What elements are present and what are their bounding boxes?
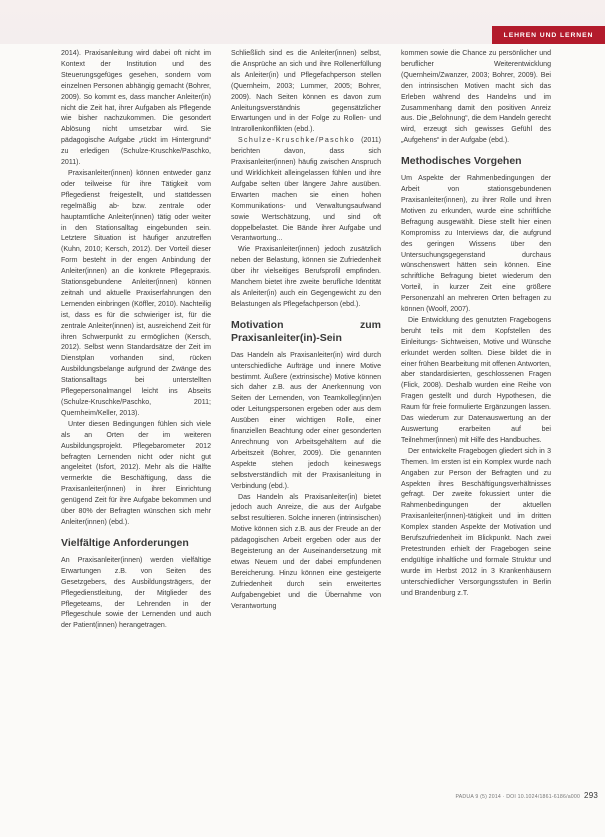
- section-heading: Methodisches Vorgehen: [401, 155, 522, 168]
- paragraph: [231, 136, 381, 245]
- text-column-3: [401, 49, 551, 600]
- section-label: LEHREN UND LERNEN: [492, 26, 605, 44]
- paragraph-text: (2011) berichten davon, dass sich Praxisanleiter(innen) häufig zwischen Anspruch und Wirklichkeit alleingelassen fühlen und ihre Aufgabe selten über längere Jahre ausüben. Erwarten machen sie einen hohen Kommunikations- und Verwaltungsaufwand sowie Wertschätzung, und sind oft doppelbelastet. Die Bände ihrer Aufgabe und Verantwortung...: [231, 137, 381, 243]
- paragraph: Das Handeln als Praxisanleiter(in) bietet jedoch auch Anreize, die aus der Aufgabe selbst resultieren. Solche inneren (intrinsischen) Motive können sich z.B. aus der Freude an der pädagogischen Arbeit ergeben oder aus der Begeisterung an der Auseinandersetzung mit etwas Neuem und der dabei empfundenen Bereicherung. Hinzu können eine gesteigerte Zufriedenheit durch sein erweitertes Aufgabengebiet und die Übernahme von Verantwortung: [231, 493, 382, 610]
- page-number: 293: [584, 791, 598, 800]
- page-footer: [358, 791, 598, 800]
- author-names: Schulze-Kruschke/Paschko: [238, 137, 355, 145]
- paragraph: Um Aspekte der Rahmenbedingungen der Arbeit von stationsgebundenen Praxisanleiter(innen), zu ihrer Rolle und ihren Motiven zu erkunden, wurde eine schriftliche Befragung ausgewählt. Diese stellt hier einen Kompromiss zu Interviews dar, die aufgrund des geringen Wissens über den Untersuchungsgegenstand durchaus wünschenswert hätten sein können. Eine schriftliche Befragung bietet wiederum den Vorteil, in kurzer Zeit eine größere Personenzahl an mehreren Orten befragen zu können (Woolf, 2007).: [401, 175, 551, 314]
- section-heading: Vielfältige Anforderungen: [61, 536, 189, 549]
- text-column-1: [61, 49, 211, 632]
- section-heading: Motivation zum Praxisanleiter(in)-Sein: [231, 318, 381, 344]
- paragraph: Die Entwicklung des genutzten Fragebogens beruht teils mit dem Kopfstellen des Einleitungs- Sichtweisen, Motive und Wünsche erkundet werden sollten. Diese bildet die in einer frühen Bearbeitung mit offenen Antworten, aber standardisierten, geschlossenen Fragen (Flick, 2008). Deshalb wurden eine Reihe von Fragen gestellt und durch Hypothesen, die Raum für freie formulierte Ergänzungen lassen. Das wiederum zur Datenauswertung an der Auswertung erarbeiten auf bei Teilnehmer(innen) mit Hilfe des Handbuches.: [401, 316, 551, 444]
- paragraph: kommen sowie die Chance zu persönlicher und beruflicher Weiterentwicklung (Quernheim/Zwanzer, 2003; Bohrer, 2009). Bei den intrinsischen Motiven macht sich das Erleben während des Handelns und im Zusammenhang damit den positiven Anreiz aus. Die „Belohnung“, die dem Handeln gerecht wird, erzeugt sich gewisses Gefühl des „Aufgehens“ in der Aufgabe (ebd.).: [401, 50, 551, 145]
- paragraph: Unter diesen Bedingungen fühlen sich viele als an Orten der im weiteren Ausbildungsprojekt. Pflegebarometer 2012 befragten Lernenden nicht oder nicht gut angeleitet (Isfort, 2012). Mehr als die Hälfte vermerkte die Beschäftigung, dass die Praxisanleiter(innen) in ihrer Einrichtung genügend Zeit für ihre Aufgabe bekommen und über 80% der Befragten wünschen sich mehr Anleiter(innen) (ebd.).: [61, 420, 211, 526]
- text-column-2: [231, 49, 381, 613]
- paragraph: Wie Praxisanleiter(innen) jedoch zusätzlich neben der Belastung, können sie Zufriedenheit über ihr vielseitiges Berufsprofil empfinden. Manchem bietet ihre zweite berufliche Identität als Anleiter(in) auch ein Gegengewicht zu den Belastungen als Pflegefachperson (ebd.).: [231, 246, 381, 308]
- paragraph: Praxisanleiter(innen) können entweder ganz oder teilweise für ihre Tätigkeit vom Pflegedienst freigestellt, und stattdessen regelmäßig ab- bzw. zentrale oder hauptamtliche Anleiter(innen) tätig oder weiter in den Stationsalltag eingebunden sein. Letztere Situation ist häufiger anzutreffen (Kuhn, 2010; Kersch, 2012). Der Vorteil dieser Form besteht in der engen Anbindung der Anleiter(innen) an die konkrete Pflegepraxis. Stationsgebundene Anleiter(innen) können zeitnah und aktuelle Praxiserfahrungen den Lernenden einbringen (Köffler, 2010). Nachteilig ist, dass es für die schwieriger ist, für die zentrale Anleiter(innen) ist, ausreichend Zeit für ihren Schwerpunkt zu ermöglichen (Kersch, 2012). Selbst wenn Standardsätze der Zeit im Dienstplan vorhanden sind, rücken Ausbildungsbelange aufgrund der Zwänge des Stationsalltags bei unterstellten Pflegepersonalmangel leicht ins Abseits (Schulze-Kruschke/Paschko, 2011; Quernheim/Keller, 2013).: [61, 169, 211, 417]
- paragraph: An Praxisanleiter(innen) werden vielfältige Erwartungen z.B. von Seiten des Gesetzgebers, des Ausbildungsträgers, der Pflegedienstleitung, der Mitglieder des Pflegeteams, der Lehrenden in der Pflegeschule sowie der Lernenden und auch der Patient(innen) herangetragen.: [61, 556, 211, 630]
- paragraph: Schließlich sind es die Anleiter(innen) selbst, die Ansprüche an sich und ihre Rollenerfüllung als Anleiter(in) und Pflegefachperson stellen (Quernheim, 2003; Lummer, 2005; Bohrer, 2009). Nach Seiten können es davon zum Anleitungsverständnis gegensätzlicher Erwartungen und in der Folge zu Rollen- und Intrarollenkonflikten (ebd.).: [231, 50, 381, 134]
- footer-citation: PADUA 9 (5) 2014 · DOI 10.1024/1861-6186/a000: [455, 794, 581, 800]
- paragraph: 2014). Praxisanleitung wird dabei oft nicht im Kontext der Institution und des Steuerungsgefüges gesehen, sondern vom einzelnen Personen abhängig gemacht (Bohrer, 2009). So kommt es, dass mancher Anleiter(in) nicht die Zeit hat, ihrer Aufgaben als Pflegende wie bisher nachzukommen. Die gesondert Ablösung nicht umsetzbar wird. Sie pädagogische Aufgabe „rückt im Hintergrund“ zu erledigen (Schulze-Kruschke/Paschko, 2011).: [61, 50, 211, 167]
- paragraph: Der entwickelte Fragebogen gliedert sich in 3 Themen. Im ersten ist ein Komplex wurde nach Angaben zur Person der Befragten und zu Aspekten ihres Beschäftigungsverhältnisses gefragt. Der zweite fokussiert unter die Rahmenbedingungen der aktuellen Praxisanleiter(innen)-tätigkeit und im dritten Komplex standen Aspekte der Motivation und Berufszufriedenheit im Blickpunkt. Nach zwei Pretestrunden erhielt der Fragebogen seine endgültige inhaltliche und formale Struktur und wurde im Herbst 2012 in 3 Krankenhäusern unterschiedlicher Versorgungsstufen in Berlin und Brandenburg z.T.: [401, 447, 551, 597]
- paragraph: Das Handeln als Praxisanleiter(in) wird durch unterschiedliche Aufträge und innere Motive bestimmt. Äußere (extrinsische) Motive können sich daher z.B. aus der Anerkennung von Seiten der Lernenden, von Teamkolleg(inn)en oder Leitungspersonen ergeben oder aus dem Ausüben einer wichtigen Rolle, einer finanziellen Beachtung oder einer gesonderten Anrechnung von Arbeitsgehältern auf die Arbeitszeit (Bohrer, 2009). Die genannten Aspekte stehen jedoch keineswegs selbstverständlich mit der Praxisanleitung in Verbindung (ebd.).: [231, 351, 381, 490]
